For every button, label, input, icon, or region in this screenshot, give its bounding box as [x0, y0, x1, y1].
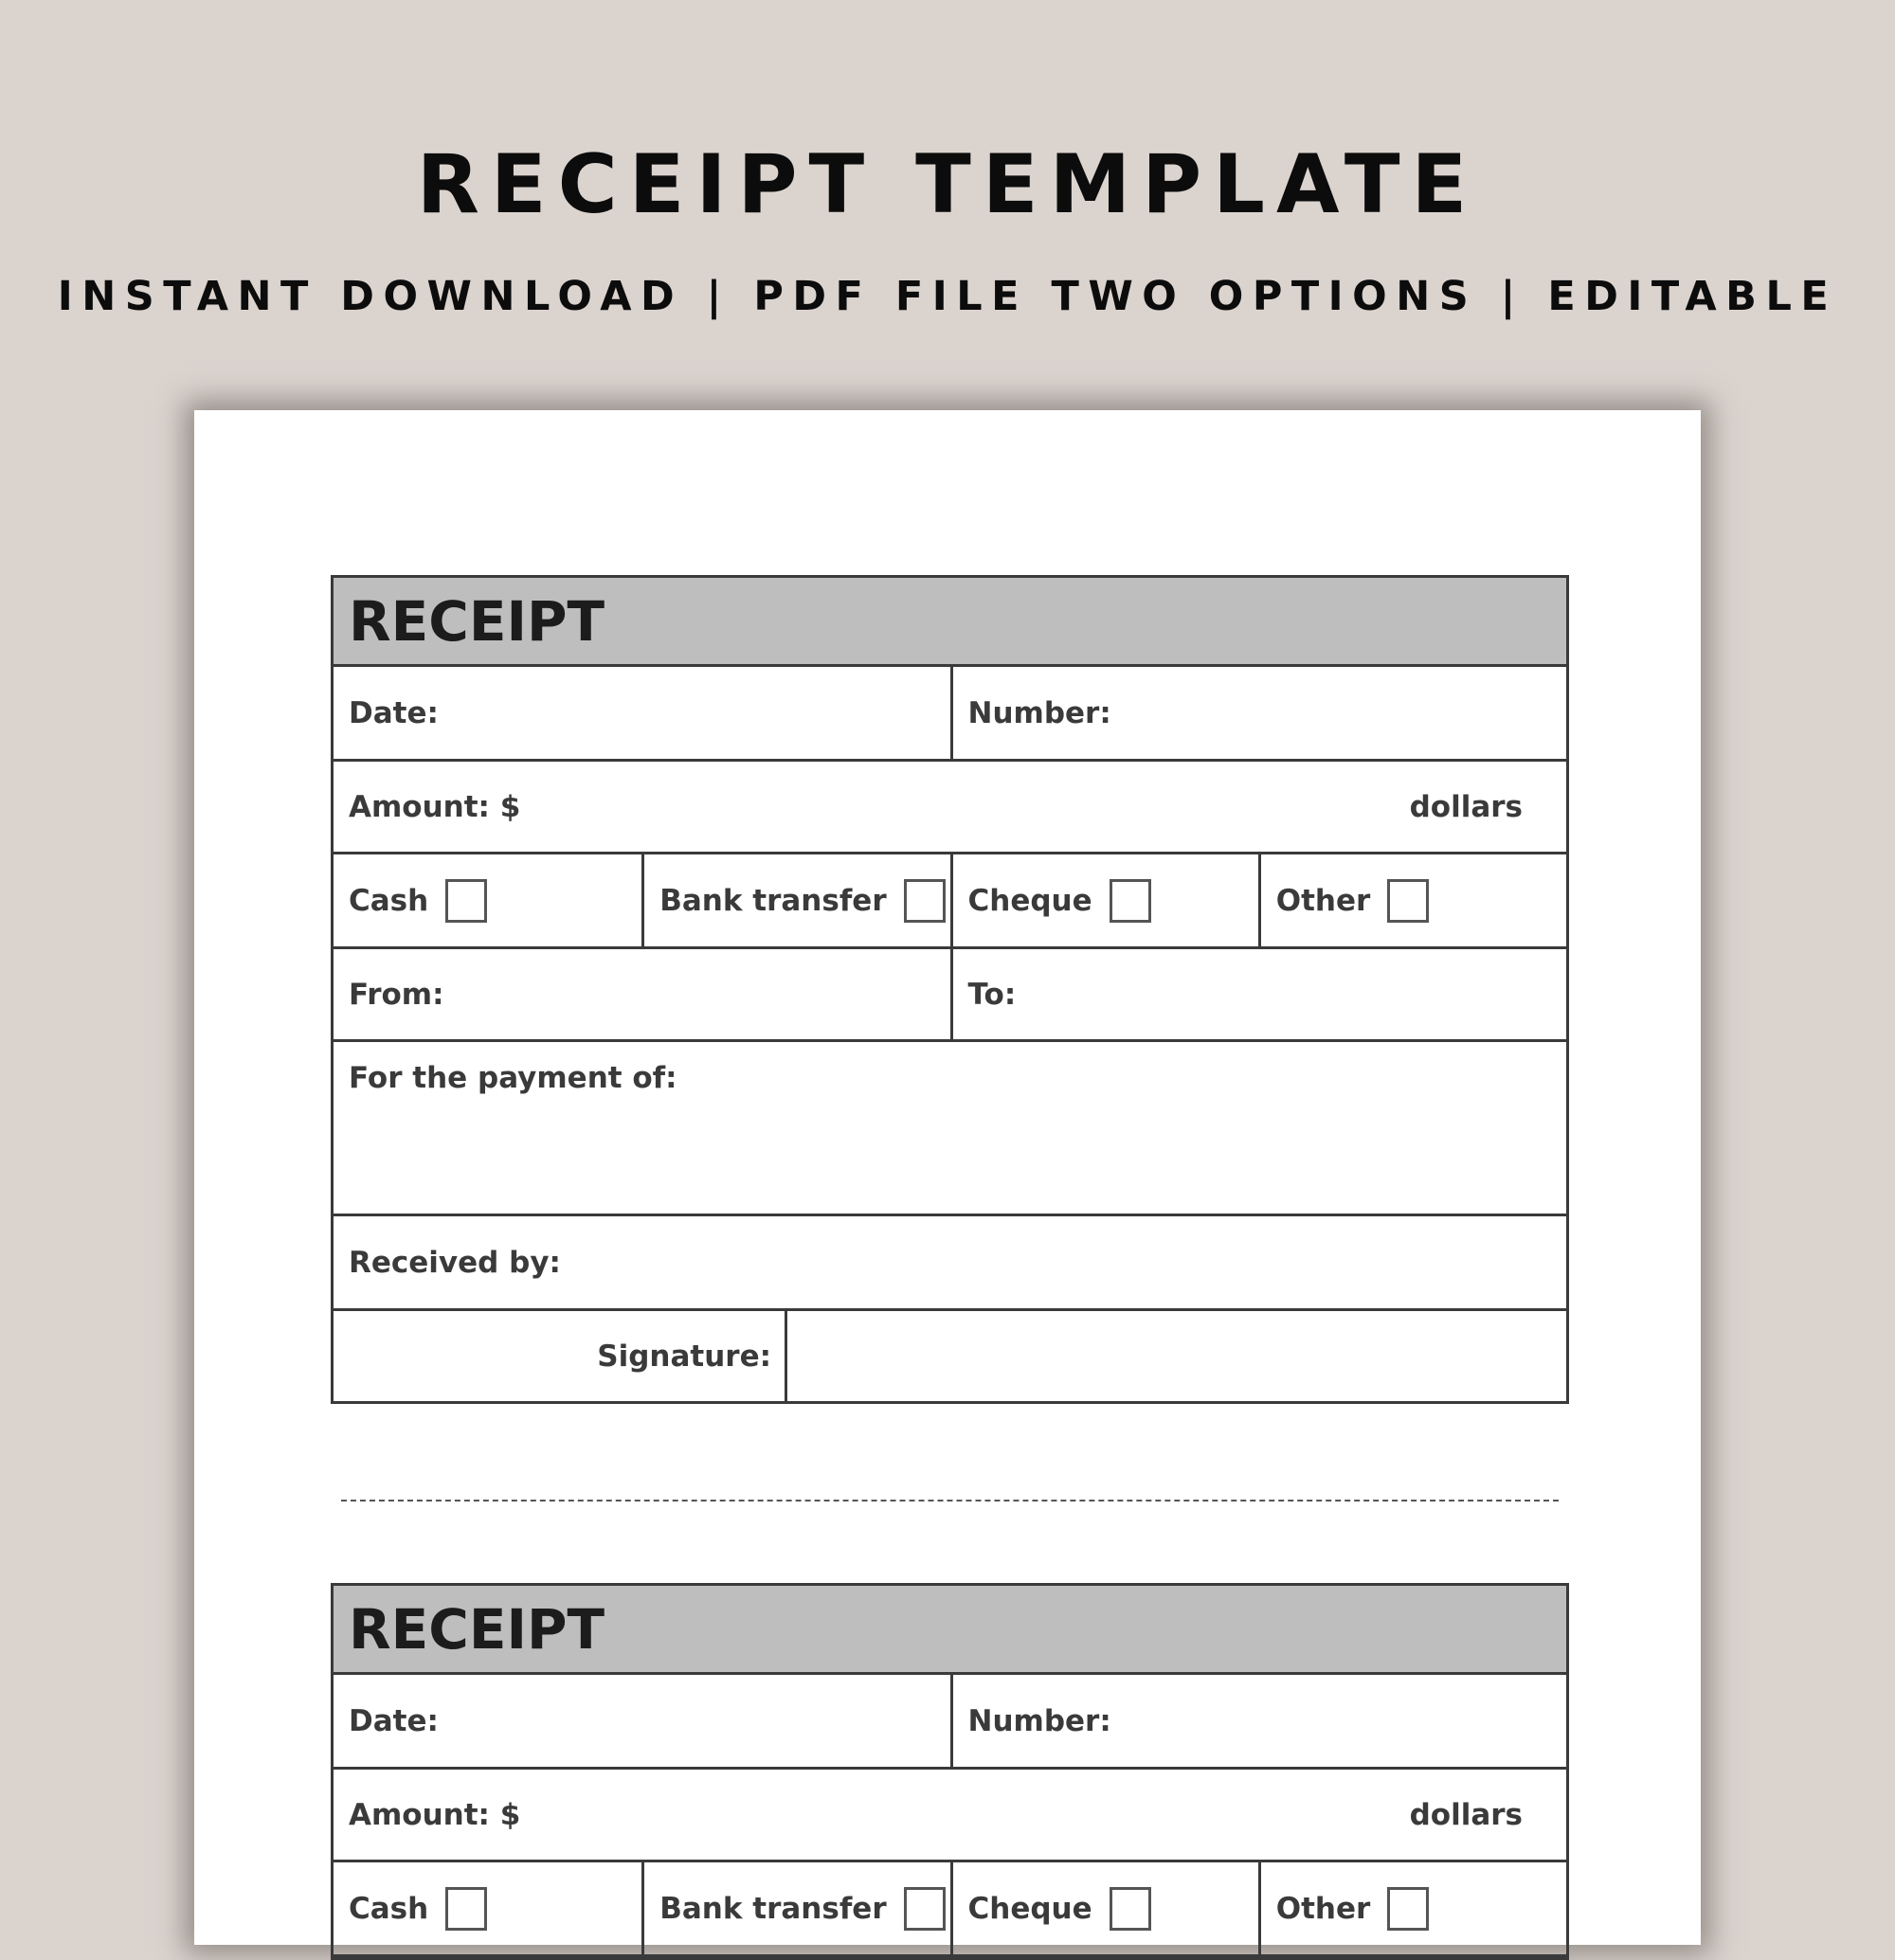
date-label: Date:	[349, 1703, 439, 1738]
receipt-form-2	[331, 1583, 1569, 1960]
cheque-checkbox[interactable]	[1110, 1887, 1151, 1931]
date-field[interactable]	[334, 1675, 950, 1767]
cheque-checkbox[interactable]	[1110, 879, 1151, 923]
payment-method-cash	[334, 854, 641, 946]
payment-method-row	[334, 854, 1566, 949]
date-number-row	[334, 1675, 1566, 1770]
dollars-label: dollars	[1409, 789, 1523, 824]
received-by-field[interactable]	[334, 1216, 1566, 1308]
receipt-title: RECEIPT	[349, 1596, 605, 1662]
signature-label: Signature:	[597, 1339, 771, 1374]
to-label: To:	[967, 977, 1017, 1012]
bank-transfer-checkbox[interactable]	[904, 879, 946, 923]
amount-row	[334, 1770, 1566, 1862]
bank-transfer-label: Bank transfer	[659, 883, 887, 918]
from-label: From:	[349, 977, 444, 1012]
payment-method-bank-transfer	[641, 1862, 949, 1954]
bank-transfer-checkbox[interactable]	[904, 1887, 946, 1931]
signature-label-cell	[334, 1311, 785, 1401]
payment-method-other	[1258, 1862, 1566, 1954]
from-to-row	[334, 949, 1566, 1042]
payment-method-other	[1258, 854, 1566, 946]
payment-for-label: For the payment of:	[349, 1061, 677, 1095]
page-subtitle: INSTANT DOWNLOAD | PDF FILE TWO OPTIONS | EDITABLE	[57, 273, 1838, 320]
receipt-sheet	[194, 410, 1701, 1945]
cash-label: Cash	[349, 883, 429, 918]
received-by-row	[334, 1216, 1566, 1311]
receipt-header	[334, 578, 1566, 667]
signature-row	[334, 1311, 1566, 1401]
receipt-form-1	[331, 575, 1569, 1404]
number-field[interactable]	[950, 1675, 1567, 1767]
cheque-label: Cheque	[967, 883, 1092, 918]
payment-for-field[interactable]	[334, 1042, 1566, 1214]
cheque-label: Cheque	[967, 1891, 1092, 1926]
dollars-label: dollars	[1409, 1797, 1523, 1832]
received-by-label: Received by:	[349, 1245, 561, 1280]
cash-label: Cash	[349, 1891, 429, 1926]
amount-label: Amount: $	[349, 789, 521, 824]
amount-field[interactable]	[334, 762, 1566, 852]
bank-transfer-label: Bank transfer	[659, 1891, 887, 1926]
number-label: Number:	[967, 1703, 1111, 1738]
date-label: Date:	[349, 695, 439, 730]
receipt-header	[334, 1586, 1566, 1675]
from-field[interactable]	[334, 949, 950, 1039]
amount-label: Amount: $	[349, 1797, 521, 1832]
number-label: Number:	[967, 695, 1111, 730]
date-field[interactable]	[334, 667, 950, 759]
payment-method-row	[334, 1862, 1566, 1957]
payment-for-row	[334, 1042, 1566, 1216]
amount-row	[334, 762, 1566, 854]
to-field[interactable]	[950, 949, 1567, 1039]
receipt-title: RECEIPT	[349, 588, 605, 654]
payment-method-bank-transfer	[641, 854, 949, 946]
other-checkbox[interactable]	[1387, 1887, 1429, 1931]
amount-field[interactable]	[334, 1770, 1566, 1860]
page-title: RECEIPT TEMPLATE	[416, 137, 1479, 232]
payment-method-cheque	[950, 1862, 1258, 1954]
other-checkbox[interactable]	[1387, 879, 1429, 923]
payment-method-cheque	[950, 854, 1258, 946]
cash-checkbox[interactable]	[445, 879, 487, 923]
other-label: Other	[1275, 1891, 1371, 1926]
other-label: Other	[1275, 883, 1371, 918]
payment-method-cash	[334, 1862, 641, 1954]
date-number-row	[334, 667, 1566, 762]
number-field[interactable]	[950, 667, 1567, 759]
cut-line	[341, 1500, 1559, 1501]
cash-checkbox[interactable]	[445, 1887, 487, 1931]
signature-field[interactable]	[785, 1311, 1566, 1401]
